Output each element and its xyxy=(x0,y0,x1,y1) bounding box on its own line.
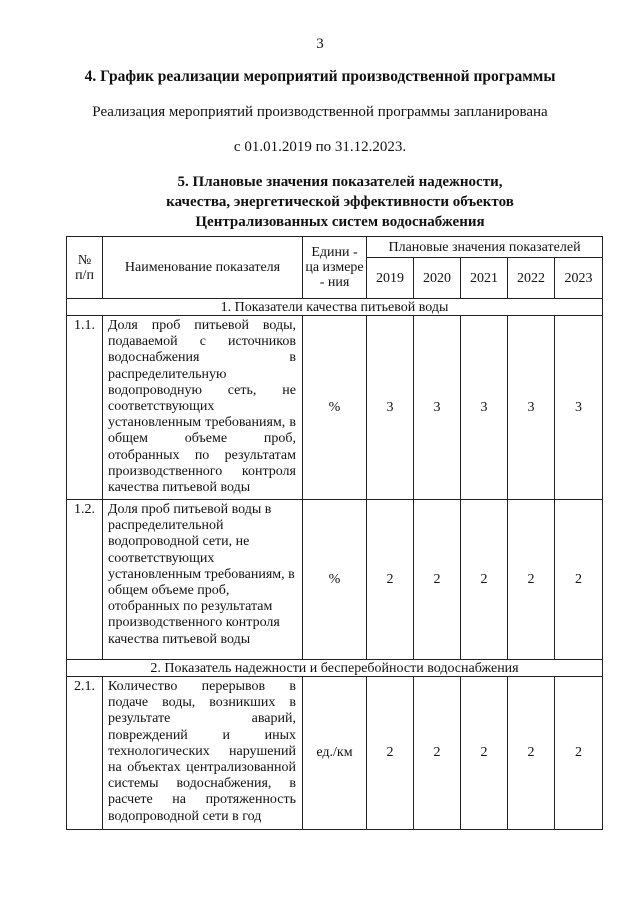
row-value: 2 xyxy=(414,500,461,660)
row-num: 1.1. xyxy=(67,316,103,500)
section-4-text-line-2: с 01.01.2019 по 31.12.2023. xyxy=(233,139,407,155)
section-2-header: 2. Показатель надежности и бесперебойности водоснабжения xyxy=(67,660,603,677)
row-value: 2 xyxy=(461,500,508,660)
section-5-title xyxy=(130,172,550,232)
table-row xyxy=(67,500,603,660)
row-value: 2 xyxy=(508,500,555,660)
section-5-title-line: качества, энергетической эффективности объектов xyxy=(166,194,514,210)
row-unit: % xyxy=(303,316,367,500)
section-1-header: 1. Показатели качества питьевой воды xyxy=(67,299,603,316)
header-num: № п/п xyxy=(67,237,103,299)
row-value: 3 xyxy=(367,316,414,500)
row-value: 3 xyxy=(414,316,461,500)
table-row xyxy=(67,316,603,500)
row-value: 2 xyxy=(555,677,603,830)
indicators-table xyxy=(66,236,603,830)
row-num: 1.2. xyxy=(67,500,103,660)
row-value: 3 xyxy=(508,316,555,500)
header-year: 2021 xyxy=(461,258,508,299)
header-plan: Плановые значения показателей xyxy=(367,237,603,258)
header-year: 2019 xyxy=(367,258,414,299)
row-value: 2 xyxy=(461,677,508,830)
section-4-text-line-1: Реализация мероприятий производственной программы запланирована xyxy=(92,104,548,120)
section-5-title-line: 5. Плановые значения показателей надежности, xyxy=(177,174,503,190)
row-name: Количество перерывов в подаче воды, возникших в результате аварий, повреждений и иных технологических нарушений на объектах централизованной системы водоснабжения, в расчете на протяженность водопроводной сети в год xyxy=(103,677,303,830)
page-number: 3 xyxy=(316,36,324,52)
table-row xyxy=(67,677,603,830)
row-value: 2 xyxy=(508,677,555,830)
row-unit: ед./км xyxy=(303,677,367,830)
section-4-title: 4. График реализации мероприятий производственной программы xyxy=(84,68,556,85)
row-unit: % xyxy=(303,500,367,660)
header-year: 2023 xyxy=(555,258,603,299)
row-value: 2 xyxy=(367,677,414,830)
row-value: 2 xyxy=(367,500,414,660)
row-name: Доля проб питьевой воды, подаваемой с источников водоснабжения в распределительную водопроводную сеть, не соответствующих установленным требованиям, в общем объеме проб, отобранных по результатам производственного контроля качества питьевой воды xyxy=(103,316,303,500)
row-num: 2.1. xyxy=(67,677,103,830)
header-year: 2022 xyxy=(508,258,555,299)
row-name: Доля проб питьевой воды в распределительной водопроводной сети, не соответствующих установленным требованиям, в общем объеме проб, отобранных по результатам производственного контроля качества питьевой воды xyxy=(103,500,303,660)
row-value: 3 xyxy=(555,316,603,500)
row-value: 2 xyxy=(555,500,603,660)
header-year: 2020 xyxy=(414,258,461,299)
header-unit: Едини - ца измере - ния xyxy=(303,237,367,299)
section-5-title-line: Централизованных систем водоснабжения xyxy=(195,214,485,230)
row-value: 2 xyxy=(414,677,461,830)
header-name: Наименование показателя xyxy=(103,237,303,299)
row-value: 3 xyxy=(461,316,508,500)
